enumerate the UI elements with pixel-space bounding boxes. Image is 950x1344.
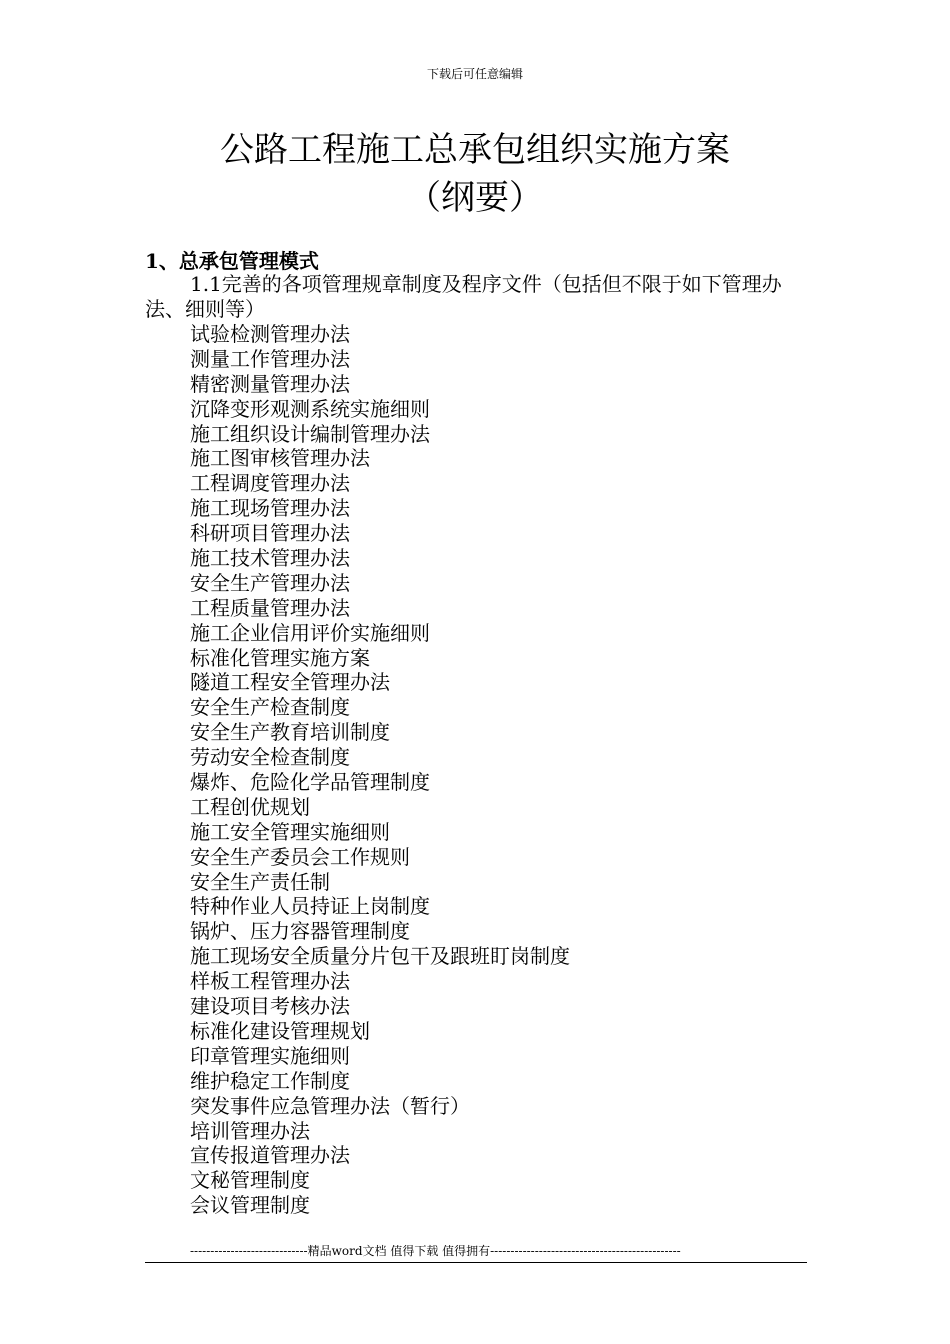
- list-item: 测量工作管理办法: [190, 346, 350, 371]
- list-item: 会议管理制度: [190, 1193, 310, 1218]
- list-item: 安全生产委员会工作规则: [190, 844, 410, 869]
- list-item: 施工组织设计编制管理办法: [190, 421, 430, 446]
- list-item: 科研项目管理办法: [190, 521, 350, 546]
- regulation-list: [190, 322, 570, 1218]
- list-item: 施工技术管理办法: [190, 546, 350, 571]
- list-item: 劳动安全检查制度: [190, 745, 350, 770]
- list-item: 施工现场安全质量分片包干及跟班盯岗制度: [190, 944, 570, 969]
- list-item: 宣传报道管理办法: [190, 1143, 350, 1168]
- list-item: 建设项目考核办法: [190, 994, 350, 1019]
- list-item: 标准化管理实施方案: [190, 645, 370, 670]
- list-item: 施工图审核管理办法: [190, 446, 370, 471]
- list-item: 安全生产检查制度: [190, 695, 350, 720]
- list-item: 试验检测管理办法: [190, 322, 350, 346]
- header-note: 下载后可任意编辑: [426, 67, 523, 81]
- intro-paragraph: 1.1完善的各项管理规章制度及程序文件（包括但不限于如下管理办法、细则等）: [145, 272, 782, 321]
- list-item: 施工现场管理办法: [190, 496, 350, 521]
- list-item: 突发事件应急管理办法（暂行）: [190, 1093, 470, 1118]
- list-item: 工程质量管理办法: [190, 595, 350, 620]
- footer-divider: [145, 1262, 807, 1263]
- list-item: 特种作业人员持证上岗制度: [190, 894, 430, 919]
- list-item: 安全生产教育培训制度: [190, 720, 390, 745]
- list-item: 培训管理办法: [190, 1118, 310, 1143]
- list-item: 印章管理实施细则: [190, 1043, 350, 1068]
- list-item: 样板工程管理办法: [190, 969, 350, 994]
- list-item: 锅炉、压力容器管理制度: [190, 919, 410, 944]
- list-item: 沉降变形观测系统实施细则: [190, 396, 430, 421]
- list-item: 爆炸、危险化学品管理制度: [190, 770, 430, 795]
- section-heading: 1、总承包管理模式: [145, 249, 319, 273]
- document-title: 公路工程施工总承包组织实施方案: [220, 130, 730, 170]
- list-item: 安全生产管理办法: [190, 570, 350, 595]
- list-item: 维护稳定工作制度: [190, 1068, 350, 1093]
- list-item: 工程创优规划: [190, 794, 310, 819]
- footer-text: -----------------------------精品word文档 值得下载 值得拥有-----------------------------------------------: [190, 1244, 681, 1258]
- list-item: 标准化建设管理规划: [190, 1018, 370, 1043]
- list-item: 精密测量管理办法: [190, 371, 350, 396]
- list-item: 施工安全管理实施细则: [190, 819, 390, 844]
- list-item: 安全生产责任制: [190, 869, 330, 894]
- list-item: 工程调度管理办法: [190, 471, 350, 496]
- list-item: 文秘管理制度: [190, 1168, 310, 1193]
- list-item: 隧道工程安全管理办法: [190, 670, 390, 695]
- document-subtitle: （纲要）: [407, 178, 543, 218]
- list-item: 施工企业信用评价实施细则: [190, 620, 430, 645]
